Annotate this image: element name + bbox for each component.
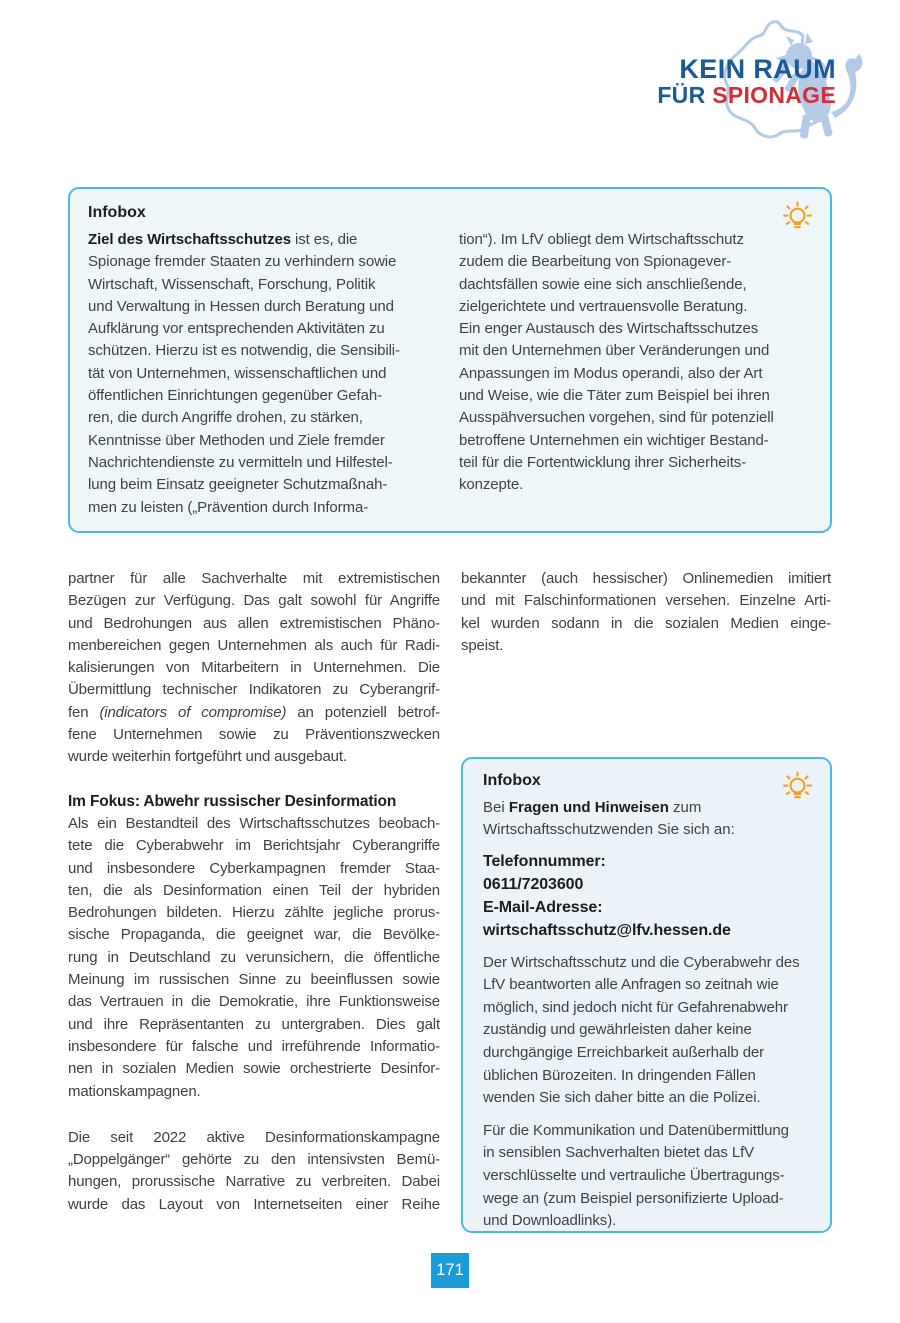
- contact-details: Telefonnummer: 0611/7203600 E-Mail-Adresse: wirtschaftsschutz@lfv.hessen.de: [483, 852, 731, 939]
- infobox-top-col2: tion“). Im LfV obliegt dem Wirtschaftsschutz zudem die Bearbeitung von Spionagever- dachtsfällen sowie eine sich anschließende, zielgerichtete und vertrauensvolle Beratung. Ein enger Austausch des Wirtschaftsschutzes mit den Unternehmen über Veränderungen und Anpassungen im Modus operandi, also der Art und Weise, wie die Täter zum Beispiel bei ihren Ausspähversuchen vorgehen, sind für potenziell betroffene Unternehmen ein wichtiger Bestand- teil für die Fortentwicklung ihrer Sicherheits- konzepte.: [459, 231, 774, 494]
- infobox-title: Infobox: [483, 772, 541, 789]
- lightbulb-icon: [779, 768, 816, 805]
- paragraph-extremism: partner für alle Sachverhalte mit extremistischen Bezügen zur Verfügung. Das galt sowohl für Angriffe und Bedrohungen aus allen extremistischen Phäno- menbereichen gegen Unternehmen als auch für Radi- kalisierungen von Mitarbeitern in Unternehmen. Die Übermittlung technischer Indikatoren zu Cyberangrif- fen (indicators of compromise) an potenziell betrof- fene Unternehmen sowie zu Präventionszwecken wurde weiterhin fortgeführt und ausgebaut.: [68, 570, 441, 766]
- infobox-title: Infobox: [88, 204, 146, 221]
- infobox-top: [68, 187, 832, 533]
- page-number-badge: 171: [431, 1253, 469, 1288]
- paragraph-doppelgaenger: Die seit 2022 aktive Desinformationskampagne „Doppelgänger“ gehörte zu den intensivsten Bemü- hungen, prorussische Narrative zu verbreiten. Dabei wurde das Layout von Internetseiten einer Reihe: [68, 1128, 440, 1213]
- infobox-top-col1: Ziel des Wirtschaftsschutzes ist es, die Spionage fremder Staaten zu verhindern sowie Wirtschaft, Wissenschaft, Forschung, Politik und Verwaltung in Hessen durch Beratung und Aufklärung vor entsprechenden Aktivitäten zu schützen. Hierzu ist es notwendig, die Sensibili- tät von Unternehmen, wissenschaftlichen und öffentlichen Einrichtungen gegenüber Gefah- ren, die durch Angriffe drohen, zu stärken, Kenntnisse über Methoden und Ziele fremder Nachrichtendienste zu vermitteln und Hilfestel- lung beim Einsatz geeigneter Schutzmaßnah- men zu leisten („Prävention durch Informa-: [88, 231, 400, 516]
- logo-accent-word: SPIONAGE: [712, 81, 836, 108]
- secure-transfer-paragraph: Für die Kommunikation und Datenübermittlung in sensiblen Sachverhalten bietet das LfV verschlüsselte und vertrauliche Übertragungs- wege an (zum Beispiel personifizierte Upload- und Downloadlinks).: [483, 1121, 789, 1230]
- lightbulb-icon: [779, 198, 816, 235]
- logo-line2: FÜR SPIONAGE: [657, 81, 836, 108]
- availability-paragraph: Der Wirtschaftsschutz und die Cyberabwehr des LfV beantworten alle Anfragen so zeitnah wie möglich, sind jedoch nicht für Gefahrenabwehr zuständig und gewährleisten daher keine durchgängige Erreichbarkeit außerhalb der üblichen Bürozeiten. In dringenden Fällen wenden Sie sich daher bitte an die Polizei.: [483, 953, 800, 1107]
- body-right-column: [461, 568, 831, 657]
- infobox-bottom: [461, 757, 832, 1233]
- infobox-columns: [88, 229, 812, 519]
- logo-wordmark: [657, 56, 836, 107]
- paragraph-onlinemedien: bekannter (auch hessischer) Onlinemedien imitiert und mit Falschinformationen versehen. Einzelne Arti- kel wurden sodann in die sozialen Medien einge- speist.: [461, 570, 831, 654]
- logo-line1: KEIN RAUM: [679, 54, 836, 84]
- section-heading: Im Fokus: Abwehr russischer Desinformation: [68, 792, 397, 810]
- paragraph-desinformation: Als ein Bestandteil des Wirtschaftsschutzes beobach- tete die Cyberabwehr im Berichtsjahr Cyberangriffe und insbesondere Cyberkampagnen fremder Staa- ten, die als Desinformation einen Teil der hybriden Bedrohungen bildeten. Hierzu zählte jegliche prorus- sische Propaganda, die geeignet war, die Bevölke- rung in Deutschland zu verunsichern, die öffentliche Meinung im russischen Sinne zu beeinflussen sowie das Vertrauen in die Demokratie, ihre Funktionsweise und ihre Repräsentanten zu untergraben. Dies galt insbesondere für falsche und irreführende Informatio- nen in sozialen Medien sowie orchestrierte Desinfor- mationskampagnen.: [68, 814, 440, 1100]
- body-left-column: [68, 568, 440, 1216]
- contact-intro: Bei Fragen und Hinweisen zum Wirtschaftsschutzwenden Sie sich an:: [483, 799, 735, 839]
